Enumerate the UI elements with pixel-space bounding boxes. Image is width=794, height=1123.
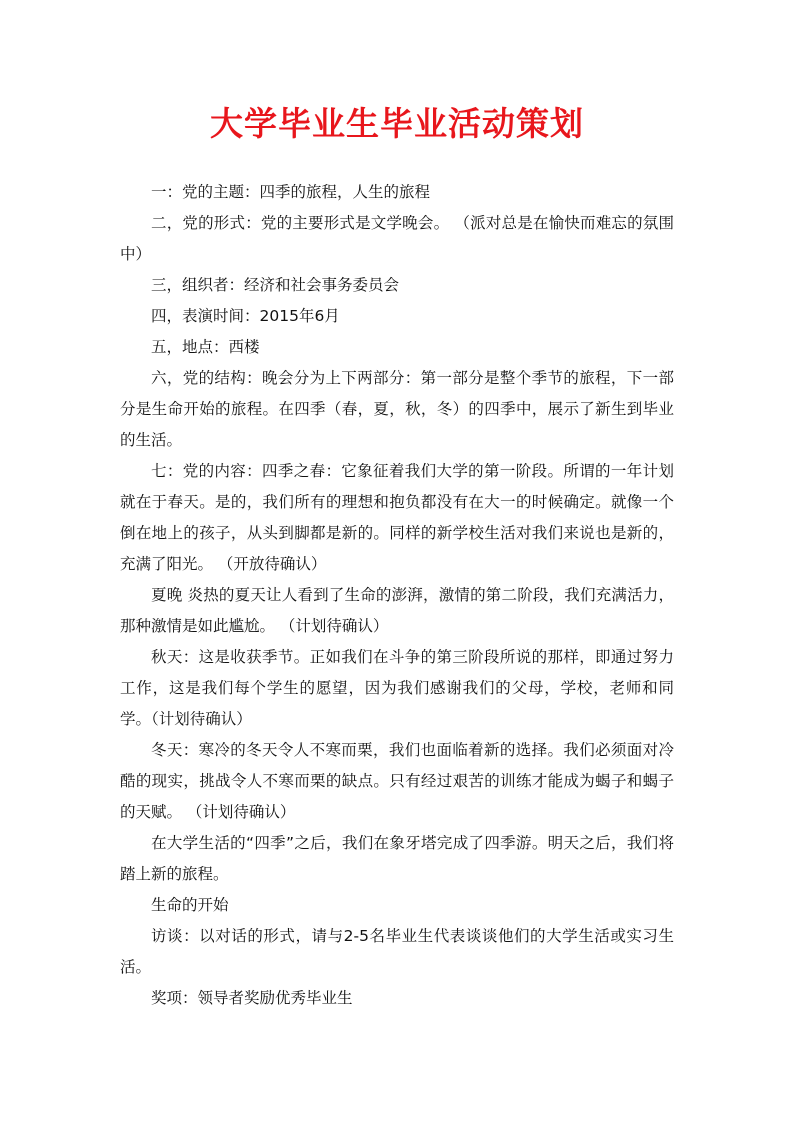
paragraph-winter: 冬天：寒冷的冬天令人不寒而栗，我们也面临着新的选择。我们必须面对冷酷的现实，挑战令人不寒而栗的缺点。只有经过艰苦的训练才能成为蝎子和蝎子的天赋。 （计划待确认） bbox=[120, 741, 674, 821]
paragraph-content-spring: 七：党的内容：四季之春：它象征着我们大学的第一阶段。所谓的一年计划就在于春天。是的，我们所有的理想和抱负都没有在大一的时候确定。就像一个倒在地上的孩子，从头到脚都是新的。同样的新学校生活对我们来说也是新的，充满了阳光。 （开放待确认） bbox=[120, 462, 674, 573]
document-body bbox=[120, 177, 674, 1014]
paragraph-theme: 一：党的主题：四季的旅程，人生的旅程 bbox=[151, 183, 431, 201]
paragraph-awards: 奖项：领导者奖励优秀毕业生 bbox=[151, 989, 353, 1007]
paragraph-life-beginning: 生命的开始 bbox=[151, 896, 229, 914]
paragraph-interview: 访谈：以对话的形式，请与2-5名毕业生代表谈谈他们的大学生活或实习生活。 bbox=[120, 927, 674, 976]
paragraph-form: 二，党的形式：党的主要形式是文学晚会。 （派对总是在愉快而难忘的氛围中） bbox=[120, 214, 674, 263]
paragraph-summer: 夏晚 炎热的夏天让人看到了生命的澎湃，激情的第二阶段，我们充满活力，那种激情是如此尴尬。 （计划待确认） bbox=[120, 586, 674, 635]
paragraph-time: 四，表演时间：2015年6月 bbox=[151, 307, 340, 325]
document-title: 大学毕业生毕业活动策划 bbox=[210, 104, 584, 143]
paragraph-structure: 六，党的结构：晚会分为上下两部分：第一部分是整个季节的旅程，下一部分是生命开始的旅程。在四季（春，夏，秋，冬）的四季中，展示了新生到毕业的生活。 bbox=[120, 369, 674, 449]
paragraph-autumn: 秋天：这是收获季节。正如我们在斗争的第三阶段所说的那样，即通过努力工作，这是我们每个学生的愿望，因为我们感谢我们的父母，学校，老师和同学。（计划待确认） bbox=[120, 648, 674, 728]
paragraph-after-four-seasons: 在大学生活的“四季”之后，我们在象牙塔完成了四季游。明天之后，我们将踏上新的旅程。 bbox=[120, 834, 674, 883]
paragraph-organizer: 三，组织者：经济和社会事务委员会 bbox=[151, 276, 400, 294]
paragraph-location: 五，地点：西楼 bbox=[151, 338, 260, 356]
